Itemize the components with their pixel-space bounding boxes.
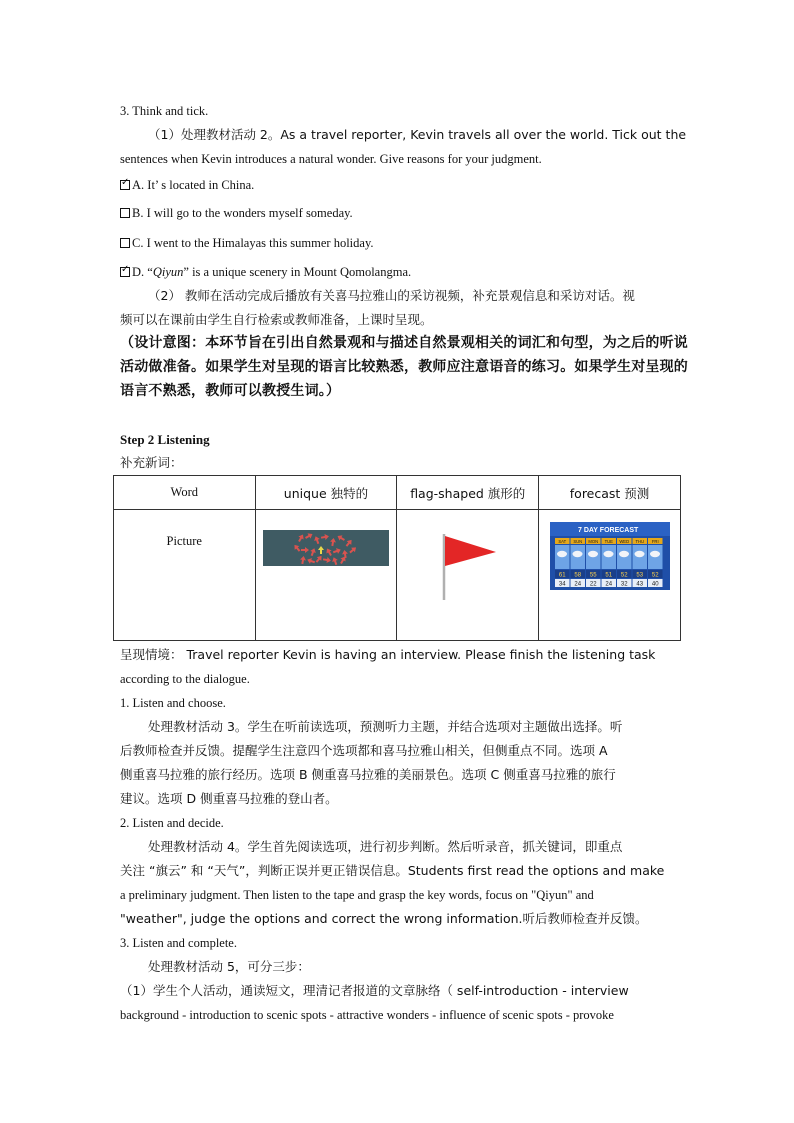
forecast-day-label: WED (618, 539, 629, 545)
listen-1-line-2: 后教师检查并反馈。提醒学生注意四个选项都和喜马拉雅山相关，但侧重点不同。选项 A (120, 743, 608, 758)
table-header-forecast: forecast 预测 (539, 476, 681, 510)
listen-1-line-4: 建议。选项 D 侧重喜马拉雅的登山者。 (120, 791, 338, 806)
unique-arrows-image (263, 530, 389, 570)
listen-1-line-3: 侧重喜马拉雅的旅行经历。选项 B 侧重喜马拉雅的美丽景色。选项 C 侧重喜马拉雅的旅行 (120, 767, 616, 782)
vocabulary-table (113, 475, 681, 641)
forecast-high: 52 (620, 572, 628, 579)
cloud-icon (619, 551, 629, 557)
section-3-paragraph-2a: （2） 教师在活动完成后播放有关喜马拉雅山的采访视频，补充景观信息和采访对话。视 (148, 288, 635, 303)
section-3-title: 3. Think and tick. (120, 104, 209, 118)
design-intent-line-1: （设计意图：本环节旨在引出自然景观和与描述自然景观相关的词汇和句型，为之后的听说 (120, 335, 688, 351)
step-2-title: Step 2 Listening (120, 432, 210, 447)
listen-2-line-4: "weather", judge the options and correct the wrong information.听后教师检查并反馈。 (120, 911, 648, 926)
vocab-label: 补充新词： (120, 455, 183, 470)
forecast-low: 32 (620, 581, 628, 588)
cloud-icon (557, 551, 567, 557)
scenario-line-2: according to the dialogue. (120, 672, 250, 686)
scenario-line-1: 呈现情境： Travel reporter Kevin is having an interview. Please finish the listening task (120, 647, 656, 662)
listen-2-line-3: a preliminary judgment. Then listen to the tape and grasp the key words, focus on "Qiyun" and (120, 888, 594, 902)
forecast-high: 51 (604, 572, 612, 579)
section-3-paragraph-1a: （1）处理教材活动 2。As a travel reporter, Kevin travels all over the world. Tick out the (148, 127, 687, 142)
forecast-high: 53 (635, 572, 643, 579)
forecast-high: 58 (573, 572, 581, 579)
design-intent-line-3: 语言不熟悉，教师可以教授生词。） (120, 383, 341, 399)
flag-picture-cell (397, 510, 539, 641)
forecast-day-label: SAT (557, 539, 566, 545)
forecast-low: 22 (589, 581, 597, 588)
table-row-label-picture: Picture (114, 510, 256, 641)
forecast-low: 24 (604, 581, 612, 588)
unchecked-box-icon[interactable] (120, 238, 130, 248)
flag-picture (438, 530, 498, 602)
forecast-title: 7 DAY FORECAST (577, 527, 638, 534)
forecast-high: 61 (558, 572, 566, 579)
listen-3-line-2: （1）学生个人活动，通读短文，理清记者报道的文章脉络（ self-introduction - interview (120, 983, 629, 998)
section-3-paragraph-1b: sentences when Kevin introduces a natural wonder. Give reasons for your judgment. (120, 152, 542, 166)
option-a: ✓A. It’ s located in China. (120, 177, 254, 193)
table-header-unique: unique 独特的 (255, 476, 397, 510)
listen-3-line-3: background - introduction to scenic spots - attractive wonders - influence of scenic spots - provoke (120, 1008, 614, 1022)
cloud-icon (634, 551, 644, 557)
forecast-low: 24 (573, 581, 581, 588)
option-d: ✓D. “Qiyun” is a unique scenery in Mount Qomolangma. (120, 264, 411, 280)
cloud-icon (588, 551, 598, 557)
forecast-high: 52 (651, 572, 659, 579)
flag-image (438, 530, 498, 606)
forecast-day-label: FRI (651, 539, 659, 545)
cloud-icon (650, 551, 660, 557)
forecast-high: 55 (589, 572, 597, 579)
listen-2-title: 2. Listen and decide. (120, 816, 224, 830)
forecast-day-label: MON (587, 539, 598, 545)
forecast-image (550, 522, 670, 594)
checked-box-icon[interactable] (120, 267, 130, 277)
cloud-icon (572, 551, 582, 557)
forecast-low: 34 (558, 581, 566, 588)
design-intent-line-2: 活动做准备。如果学生对呈现的语言比较熟悉，教师应注意语音的练习。如果学生对呈现的 (120, 359, 688, 375)
table-header-flag-shaped: flag-shaped 旗形的 (397, 476, 539, 510)
table-header-word: Word (114, 476, 256, 510)
forecast-low: 40 (651, 581, 659, 588)
listen-3-line-1: 处理教材活动 5，可分三步： (148, 959, 310, 974)
option-c: C. I went to the Himalayas this summer holiday. (120, 235, 374, 251)
section-3-paragraph-2b: 频可以在课前由学生自行检索或教师准备，上课时呈现。 (120, 312, 433, 327)
forecast-day-label: SUN (572, 539, 582, 545)
forecast-day-label: TUE (604, 539, 613, 545)
option-b: B. I will go to the wonders myself someday. (120, 205, 353, 221)
listen-1-line-1: 处理教材活动 3。学生在听前读选项，预测听力主题，并结合选项对主题做出选择。听 (148, 719, 623, 734)
checked-box-icon[interactable] (120, 180, 130, 190)
listen-3-title: 3. Listen and complete. (120, 936, 237, 950)
cloud-icon (603, 551, 613, 557)
forecast-picture (550, 522, 670, 590)
listen-1-title: 1. Listen and choose. (120, 696, 226, 710)
listen-2-line-2: 关注 “旗云” 和 “天气”，判断正误并更正错误信息。Students first read the options and make (120, 863, 665, 878)
unchecked-box-icon[interactable] (120, 208, 130, 218)
arrows-picture (263, 530, 389, 566)
forecast-day-label: THU (634, 539, 644, 545)
listen-2-line-1: 处理教材活动 4。学生首先阅读选项，进行初步判断。然后听录音，抓关键词，即重点 (148, 839, 623, 854)
forecast-picture-cell (539, 510, 681, 641)
unique-picture-cell (255, 510, 397, 641)
forecast-low: 43 (635, 581, 643, 588)
